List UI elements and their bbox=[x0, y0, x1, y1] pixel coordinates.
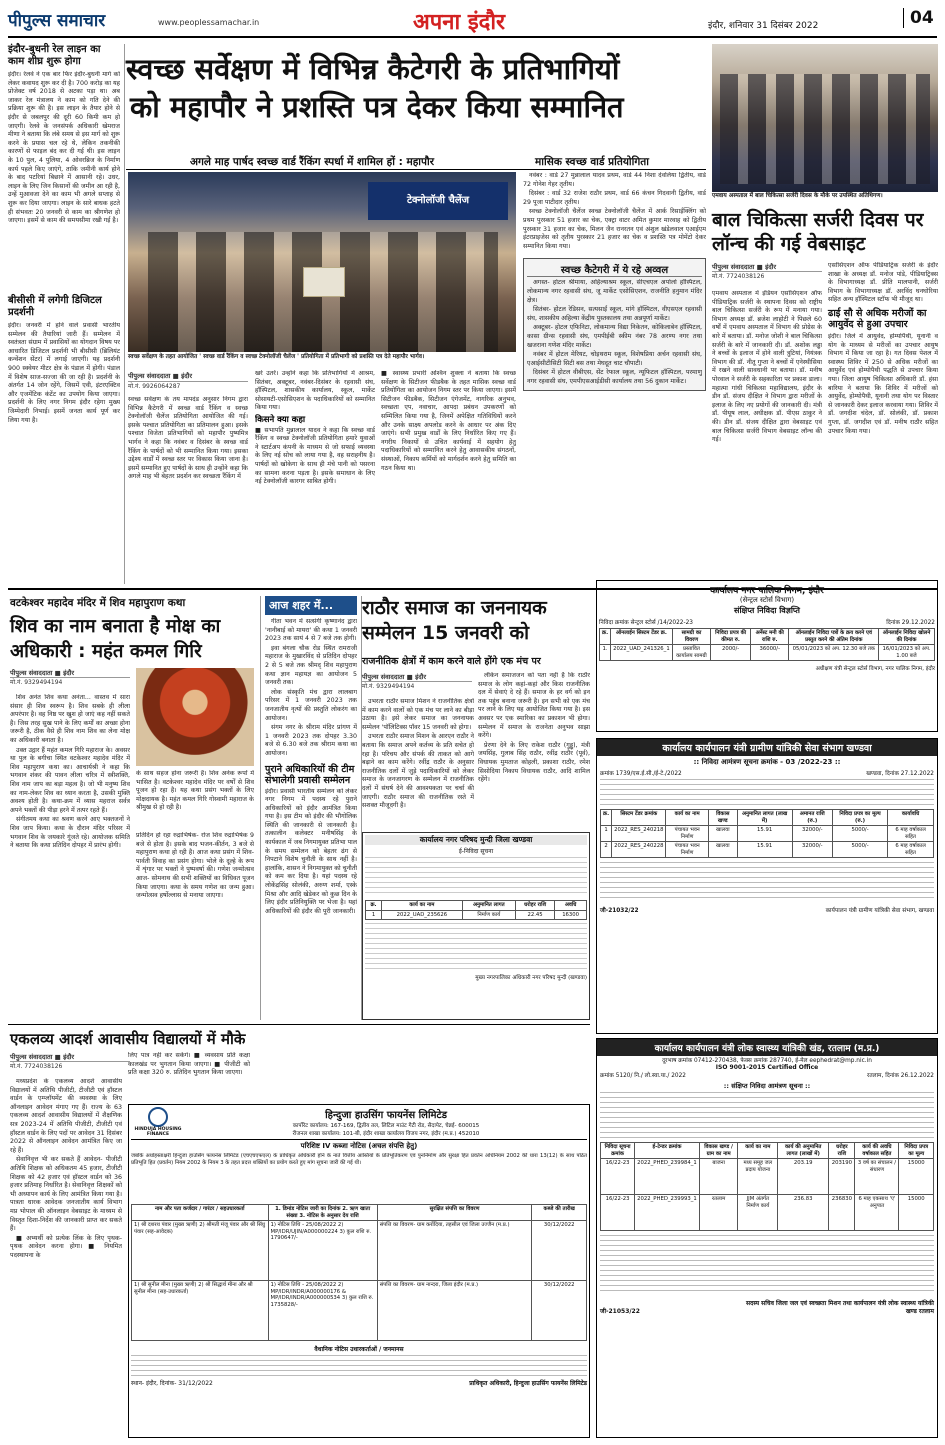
th: अनुमानित लागत bbox=[462, 901, 515, 911]
winners-list bbox=[523, 172, 706, 252]
right-photo bbox=[712, 44, 938, 192]
tech-challenge: स्वच्छ टेक्नोलॉजी चैलेंज स्वच्छ टेक्नोलॉजी चैलेंज में आर्क रिसाईक्लिंग को प्रथम पुरस्कार 51 हजार का चेक, एक्ट्रा वाटर अमित कुमार मारवाह को द्वितीय पुरस्कार 31 हजार का चेक, मिलन जैन रानरतन एवं अंशुल खंडेलवाल एआईएम इंटरप्राइजेस को तृतीय पुरस्कार 21 हजार का चेक व प्रशस्ति पत्र मोमेंटो देकर सम्मानित किया गया। bbox=[523, 208, 706, 250]
notice-mundi-table bbox=[365, 900, 587, 920]
masthead bbox=[8, 6, 937, 38]
th: क्र. bbox=[366, 901, 382, 911]
notice-mundi-sub: ई-निविदा सूचना bbox=[458, 848, 494, 855]
rathore-p2: उभरता राठौर समाज मिशन के आरएन राठौर ने बताया कि समाज अपने कर्तव्य के प्रति सचेत हो रहा है। परिचय और संपर्क की ताकत को आगे बढ़ाने का काम करेंगे। रवींद्र राठौर के अनुसार राजनीतिक दलों में जुड़े पदाधिकारियों को लेकर समाज के जनजागरण के सम्मेलन में राजनीतिक दलों में संघर्ष देने की आवश्यकता पर चर्चा की जाएगी। राठौर समाज की राजनीतिक रस्ते में सशक्त मौजूदगी है। bbox=[362, 733, 474, 810]
cell: 2022_PHED_239984_1 bbox=[635, 1159, 700, 1195]
bcc-body: इंदौर। जनवरी में होने वाले प्रवासी भारतीय सम्मेलन की तैयारियां जारी हैं। सम्मेलन में स्वतंत्रता संग्राम में प्रवासियों का योगदान विषय पर आधारित डिजिटल प्रदर्शनी भी बीसीसी (ब्रिलियंट कन्वेंशन सेंटर) में लगाई जाएगी। यह प्रदर्शनी 900 स्क्वेयर मीटर क्षेत्र के पंडाल में होगी। पंडाल में विशेष साज-सज्जा की जा रही है। प्रदर्शनी के अंतर्गत 14 जोन रहेंगे, जिसमें एवी, इंटरएक्टिव और एजमेंटिक कंटेंट का उपयोग किया जाएगा। प्रदर्शनी के लिए नगर निगम इंदौर रहेगा मुख्य जिम्मेदारी निभाई। इसमें जनता कार्य पूर्ण कर लिया गया है। bbox=[8, 322, 120, 424]
hinduja-place-date: स्थान- इंदौर, दिनांक- 31/12/2022 bbox=[131, 1380, 213, 1387]
th: ऑनलाईन निविदा खोलने की दिनांक bbox=[879, 629, 935, 645]
right-mobile: मो.नं. 7724038126 bbox=[712, 273, 765, 280]
rathore-p1: उभरता राठौर समाज मिशन ने राजनीतिक क्षेत्रों में काम करने वालों को एक मंच पर लाने का बीड़ा उठाया है। इसे लेकर समाज का जननायक सम्मेलन 'पॉलिटिक्स पॉवर 15 जनवरी को होगा। bbox=[362, 698, 474, 731]
lead-byline: पीपुल्स संवाददाता ■ इंदौर bbox=[128, 370, 248, 382]
notice-indore-sub2: संक्षिप्त निविदा विज्ञप्ति bbox=[734, 606, 800, 615]
cell: 30/12/2022 bbox=[532, 1281, 587, 1341]
winner-nov: नवंबर : वार्ड 27 मुन्नालाल यादव प्रथम, वार्ड 44 निशा देवलिया द्वितीय, वार्ड 72 गोनेश गेहर तृतीय। bbox=[523, 172, 706, 188]
page-number: 04 bbox=[903, 8, 934, 28]
hinduja-date: दिनांक- 31/12/2022 bbox=[159, 1380, 213, 1387]
notice-ratlam-code: जी-21053/22 bbox=[600, 1308, 640, 1315]
th: निविदा प्रपत्र का मूल्य bbox=[899, 1143, 934, 1159]
right-body-2: एसोसिएशन ऑफ पीडियाट्रिक सर्जरी के इंदौर शाखा के अध्यक्ष डॉ. मनोज पांडे, पीडियाट्रिक्स के विभागाध्यक्ष डॉ. प्रीति मालपानी, सर्जरी विभाग के विभागाध्यक्ष डॉ. अरविंद घनघोरिया सहित अन्य हॉस्पिटल स्टॉफ भी मौजूद था। bbox=[828, 262, 938, 304]
cell: 2000/- bbox=[711, 645, 751, 661]
notice-ratlam-ref: क्रमांक 5120/ नि./ लो.स्वा.या./ 2022 bbox=[600, 1073, 686, 1079]
lead-photo-caption: स्वच्छ सर्वेक्षण के तहत आयोजित ' स्वच्छ वार्ड रैंकिंग व स्वच्छ टेक्नोलॉजी चैलेंज ' प्रतियोगिता में प्रतिभागी को प्रशस्ति पत्र देते महापौर भार्गव। bbox=[128, 354, 425, 360]
notice-ratlam-foot: सदस्य सचिव जिला जल एवं स्वच्छता मिशन तथा कार्यपालन यंत्री लोक स्वास्थ्य यांत्रिकी खण्ड रतलाम bbox=[746, 1300, 934, 1315]
notice-ratlam-fine bbox=[600, 1092, 934, 1140]
ekalavya-headline: एकलव्य आदर्श आवासीय विद्यालयों में मौके bbox=[10, 1030, 246, 1048]
certificate bbox=[303, 267, 345, 297]
th: निविदा प्रपत्र की कीमत रु. bbox=[711, 629, 751, 645]
th: सामग्री का विवरण bbox=[672, 629, 710, 645]
lead-photo bbox=[128, 172, 516, 352]
lead-body-1: स्वच्छ सर्वेक्षण के तय मापदंड अनुसार निगम द्वारा विभिन्न कैटेगरी में स्वच्छ वार्ड रैंकिंग व स्वच्छ टेक्नोलॉजी चैलेंज प्रतियोगिता आयोजित की गई। इसके पश्चात प्रतियोगिता का प्रतिमालन हुआ। इसके पश्चात विजेता प्रतिभागियों को महापौर पुष्यमित्र भार्गव ने कहा कि नवंबर व दिसंबर के स्वच्छ वार्ड रैंकिंग के पार्षदों को भी सम्मानित किया गया। इसका उद्देश्य वार्डों में स्वच्छ स्तर पर विकास किया जाना है। इसमें सम्मानित हुए पार्षदों के साथ ही उन्होंने कहा कि अगले माह भी बेहतर प्रदर्शन कर स्वच्छता रैंकिंग में bbox=[128, 396, 248, 481]
cell: 15000 bbox=[899, 1195, 934, 1231]
notice-khandwa-ref: क्रमांक 1739/एस.ई.सी./ई-टे./2022 bbox=[600, 771, 682, 777]
th: कार्य का नाम bbox=[666, 810, 708, 826]
lead-subhead-right: मासिक स्वच्छ वार्ड प्रतियोगिता bbox=[535, 156, 649, 168]
th: 1. डिमांड नोटिस जारी का दिनांक 2. ऋण खाता संख्या 3. नोटिस के अनुसार देय राशि bbox=[268, 1205, 377, 1221]
cell: 6 माह एकसाथ 'ए' अनुपात bbox=[855, 1195, 899, 1231]
ekalavya-p1: मध्यप्रदेश के एकलव्य आदर्श आवासीय विद्यालयों में अतिथि पीजीटी, टीजीटी एवं हॉस्टल वार्डन के एम्प्लॉयमेंट की व्यवस्था के लिए ऑनलाइन आवेदन मंगाए गए हैं। राज्य के 63 एकलव्य आदर्श आवासीय विद्यालयों में शैक्षणिक सत्र 2023-24 में अतिथि पीजीटी, टीजीटी एवं हॉस्टल वार्डन के लिए पदों पर आवेदन 31 दिसंबर 2022 से ऑनलाइन आवेदन आमंत्रित किए जा रहे हैं। bbox=[10, 1078, 122, 1154]
hinduja-legal: वैधानिक नोटिस उधारकर्ताओं / जनमानस bbox=[314, 1346, 404, 1353]
shiv-body-3: प्रतिदिन हो रहा रुद्राभिषेक- रोज शिव रुद्राभिषेक 9 बजे से होता है। इसके बाद भजन-कीर्तन, 3 बजे से महापुराण कथा हो रही है। आज कथा प्रसंग में शिव-पार्वती विवाह का प्रसंग होगा। भोले के दूल्हे के रूप में शृंगार पर भक्तों ने पुष्पवर्षा की। गणेश जन्मोत्सव आज- सोमनाथ की सभी शक्तियों का विधिवत पूजन किया जाएगा। कथा के समय गणेश का जन्म हुआ। जन्मोत्सव हर्षोल्लास से मनाया जाएगा। bbox=[136, 832, 254, 900]
shiv-p1: शिव अनंत शिव कथा अनंता... वास्तव में सारा संसार ही शिव स्वरूप है। शिव सबके ही लीला अपरंपार है। वह निष्ठ पर खुश हो जाएं कह नहीं सकते है। जिस तरह सुख पाने के लिए कर्मों का अच्छा होना जरूरी है, ठीक वैसे ही शिव नाम शिव का लेना मोक्ष का अधिकारी बनाता है। bbox=[10, 694, 130, 744]
cell: 16300 bbox=[555, 910, 587, 920]
lead-body-3: ■ स्वास्थ्य प्रभारी अश्विन शुक्ला ने बताया कि स्वच्छ सर्वेक्षण के सिटीजन फीडबैक के तहत मासिक स्वच्छ वार्ड प्रतियोगिता का आयोजन निगम स्तर पर किया जाएगा। इसमें सिटीजन फीडबैक, सिटीजन एंगेजमेंट, नागरिक अनुभव, स्वच्छता एप, नवाचार, आपदा प्रबंधन उपकरणों को सम्मिलित किया गया है, जिनमें अपेक्षित गतिविधियों करने और उनके साक्ष्य अपलोड करने के आधार पर अंक दिए जाएंगे। सभी प्रमुख वार्डों के लिए निर्धारित किए गए हैं। नगरीय निकायों से उचित कार्यवाई में सहयोग हेतु पदाधिकारियों को सम्मानित करने हेतु आवासकीय संगठनों, संस्थाओं, निकाय कर्मियों को मार्गदर्शन करने हेतु समिति का गठन किया था। bbox=[381, 370, 516, 472]
ekalavya-p3: ■ अभ्यर्थी को प्रत्येक लिंक के लिए पृथक-पृथक आवेदन करना होगा। ■ नियमित पदस्थापना के bbox=[10, 1234, 122, 1259]
cell: निर्माण कार्य bbox=[462, 910, 515, 920]
cell: 1) श्री सुनील मीना (मुख्य ऋणी) 2) श्री सिद्धार्थ मीना और श्री सुनील मीना (सह-उधारकर्ता) bbox=[132, 1281, 269, 1341]
notice-ratlam-table bbox=[600, 1142, 934, 1231]
hinduja-addr1: कार्पोरेट कार्यालय: 167-169, द्वितीय तल, लिटिल माउंट गैटी रोड, सैदापेट, चेन्नई- 600015 bbox=[292, 1123, 480, 1129]
category-item: दिसंबर में होटल वीबीएस, सेंट रेफाल स्कूल, न्यूफिटल हॉस्पिटल, परमाणु नगर रहवासी संघ, एमपीएसआईडीसी कार्यालय तथा 56 दुकान मार्केट। bbox=[527, 369, 702, 385]
notice-ratlam bbox=[596, 1038, 938, 1438]
cell: 1) नोटिस तिथि - 25/08/2022 2) MP/IDR/UJIN/A000000224 3) कुल राशि रु. 1790647/- bbox=[268, 1221, 377, 1281]
cell: 203190 bbox=[829, 1159, 855, 1195]
cell: मध्य समूह जल प्रदाय योजना bbox=[738, 1159, 778, 1195]
aaj-column bbox=[260, 596, 362, 1020]
cell: प्रस्तावित कार्यालय सामग्री bbox=[672, 645, 710, 661]
th: कार्य का नाम bbox=[382, 901, 463, 911]
ekalavya-body-1 bbox=[10, 1078, 122, 1438]
shiv-body-1 bbox=[10, 694, 130, 1019]
right-byline: पीपुल्स संवाददाता ■ इंदौर bbox=[712, 262, 822, 272]
cell: 16/01/2023 को अप. 1.00 बजे bbox=[879, 645, 935, 661]
cell: 30/12/2022 bbox=[532, 1221, 587, 1281]
notice-khandwa-fine bbox=[600, 779, 934, 807]
notice-ratlam-fine-2 bbox=[600, 1235, 934, 1295]
notice-indore-ref: निविदा क्रमांक सेन्ट्रल स्टोर्स /14/2022-23 bbox=[599, 620, 693, 626]
category-item: सितंबर- होटल रेडिसन, सत्यसाईं स्कूल, मांगे हॉस्पिटल, वीएसएल रहवासी संघ, शासकीय अहिल्या केंद्रीय पुस्तकालय तथा अन्नपूर्णा मार्केट। bbox=[527, 306, 702, 322]
cell: 05/01/2023 को अप. 12.30 बजे तक bbox=[789, 645, 879, 661]
th: निविदा प्रपत्र का मूल्य (रु.) bbox=[832, 810, 887, 826]
th: अवधि bbox=[555, 901, 587, 911]
hinduja-brand: HINDUJA HOUSING FINANCE bbox=[134, 1127, 182, 1137]
th: अनुमानित लागत (लाख में) bbox=[737, 810, 792, 826]
cell: 15.91 bbox=[737, 842, 792, 858]
cell: 22.45 bbox=[515, 910, 554, 920]
lead-body-2b-text: ■ सभापति मुन्नालाल यादव ने कहा कि स्वच्छ वार्ड रैंकिंग व स्वच्छ टेक्नोलॉजी प्रतियोगिता हमारे युवाओं ने स्टार्टअप कंपनी के माध्यम से जो सफाई व्यवस्था के लिए नई सोच को लाया गया है, वह सराहनीय है। पार्षदों को खोकेगा के साथ ही मंचे पानी को पसरना का सामना करना पड़ता है। इसके समाधान के लिए नई टेक्नोलॉजी कारगर साबित होगी। bbox=[255, 426, 375, 486]
th: धरोहर राशि bbox=[829, 1143, 855, 1159]
shiv-mobile: मो.नं. 9329494194 bbox=[10, 679, 63, 686]
aaj-item: गीता भवन में सत्संगी कृष्णानंद द्वारा 'नानीबाई को मायरा' की कथा 1 जनवरी 2023 तक सायं 4 से 7 बजे तक होगी। bbox=[265, 618, 357, 643]
cell: 16/22-23 bbox=[601, 1195, 635, 1231]
notice-indore-foot: अधीक्षण यंत्री सेन्ट्रल स्टोर्स विभाग, नगर पालिक निगम, इंदौर bbox=[815, 666, 935, 672]
notice-khandwa-title: कार्यालय कार्यपालन यंत्री ग्रामीण यांत्रिकी सेवा संभाग खण्डवा bbox=[597, 739, 937, 756]
shiv-p2: उक्त उद्गार हैं महंत कमल गिरि महाराज के। अवसर था पुल के बगीचा स्थित वटकेश्वर महादेव मंदिर में शिव महापुराण कथा का। आचार्यश्री ने कहा कि भगवान शंकर की पावन लीला चरित्र में स्त्रीशक्ति, शिव नाम जाप का बड़ा महत्व है। जो भी मनुष्य शिव का नाम-लेकर शिव का ध्यान करता है, उसकी मुक्ति अवश्य होती है। कथा-क्रम में व्यास महराज सर्वत्र अपने भक्तों की पीड़ा हरने में तत्पर रहते हैं। bbox=[10, 746, 130, 814]
cell: 15.91 bbox=[737, 826, 792, 842]
th: विकास खण्ड bbox=[708, 810, 737, 826]
category-list bbox=[527, 279, 702, 387]
notice-khandwa-refline bbox=[597, 769, 937, 777]
guests-silhouette bbox=[720, 74, 930, 184]
cell: 5000/- bbox=[832, 826, 887, 842]
cell: खालवा bbox=[708, 826, 737, 842]
right-col-2 bbox=[828, 262, 938, 582]
notice-hinduja bbox=[128, 1104, 590, 1438]
th: सुरक्षित संपत्ति का विवरण bbox=[377, 1205, 532, 1221]
category-item: अगस्त- होटल श्रीमाया, अहिल्याश्रम स्कूल, सीएचएल अपोलो हॉस्पिटल, लोकमान्य नगर रहवासी संघ, जू मार्केट एसोसिएशन, राजनीति हनुमान मंदिर क्षेत्र। bbox=[527, 279, 702, 304]
bcc-headline: बीसीसी में लगेगी डिजिटल प्रदर्शनी bbox=[8, 295, 102, 318]
right-byline-block bbox=[712, 262, 822, 280]
cell: खालवा bbox=[708, 842, 737, 858]
mahant-photo bbox=[136, 668, 254, 766]
notice-khandwa-foot: कार्यपालन यंत्री ग्रामीण यांत्रिकी सेवा संभाग, खण्डवा bbox=[825, 908, 934, 914]
notice-ratlam-contact: दूरभाष क्रमांक 07412-270438, फेक्स क्रमांक 287740, ई-मेल eephedrat@mp.nic.in bbox=[662, 1058, 872, 1064]
cell: 2022_RES_240218 bbox=[612, 826, 666, 842]
cell: 1 bbox=[601, 826, 612, 842]
cell: 1) श्री दशरथ पंवार (मुख्य ऋणी) 2) श्रीमती मंजू पंवार और श्री सिंधु पंवार (सह-आवेदक) bbox=[132, 1221, 269, 1281]
th: धरोहर राशि bbox=[515, 901, 554, 911]
ekalavya-mobile: मो.नं. 7724038126 bbox=[10, 1063, 63, 1070]
notice-mundi-fine bbox=[365, 923, 587, 973]
th: ऑनलाईन निविदा पत्रों के क्रय करने एवं प्रस्तुत करने की अंतिम दिनांक bbox=[789, 629, 879, 645]
right-body-1: एमवाय अस्पताल में इंडियन एसोसिएशन ऑफ पीडियाट्रिक सर्जरी के स्थापना दिवस को राष्ट्रीय बाल चिकित्सा सर्जरी के रूप में मनाया गया। विभाग अध्यक्ष डॉ. ब्रजेश लाहोटी ने पिछले 60 वर्षों में एमवाय अस्पताल में विभाग की प्रोग्रेस के बारे में बताया। डॉ. मनोज जोशी ने बाल चिकित्सा सर्जरी के बारे में जानकारी दी। डॉ. अशोक लड्ढा ने बच्चों के इलाज में होने वाली त्रुटियां, नियंत्रक विभाग की डॉ. नीतू गुप्ता ने बच्चों में एनेस्थीसिया में रखने वाली सावधानी पर बताया। डॉ. मनीष पोरवाल ने सर्जरी के सहकारिता पर प्रकाश डाला। महात्मा गांधी चिकित्सा महाविद्यालय, इंदौर के डीन डॉ. संजय दीक्षित ने विभाग द्वारा मरीजों के इलाज के लिए नए प्रयोगों की जानकारी दी। मंत्री डॉ. पीयूष लाल, अधीक्षक डॉ. पीएस ठाकुर ने की। डीन डॉ. संजय दीक्षित द्वारा वेबसाइट एवं बाल चिकित्सा सर्जरी विभाग वेबसाइट लॉन्च की गई। bbox=[712, 290, 822, 444]
aaj-item: इवा बंगला चौक रोड स्थित रामराजी महाराज के मुखारविंद से प्रतिदिन दोपहर 2 से 5 बजे तक श्रीमद् शिव महापुराण कथा ज्ञान महायज्ञ का आयोजन 5 जनवरी तक। bbox=[265, 644, 357, 687]
cell: 1. bbox=[600, 645, 611, 661]
hinduja-fine bbox=[131, 1355, 587, 1377]
notice-khandwa-table bbox=[600, 809, 934, 858]
hinduja-signatory: प्राधिकृत अधिकारी, हिन्दुजा हाउसिंग फायनेंस लिमिटेड bbox=[469, 1380, 587, 1387]
cell: 2022_RES_240228 bbox=[612, 842, 666, 858]
section-title: अपना इंदौर bbox=[413, 10, 506, 35]
shiv-kicker: वटकेश्वर महादेव मंदिर में शिव महापुराण कथा bbox=[10, 597, 186, 609]
cell: 5000/- bbox=[832, 842, 887, 858]
category-item: नवंबर में होटल मेरियट, चोइथराम स्कूल, विशेषप्रिया अर्चन रहवासी संघ, एआईसीटीसिटी सिटी बस तथा मेघदूत चाट चौपाटी। bbox=[527, 351, 702, 367]
winner-dec: दिसंबर : वार्ड 32 राजेश राठौर प्रथम, वार्ड 66 कंचन गिदवानी द्वितीय, वार्ड 29 पूजा पाटीदार तृतीय। bbox=[523, 190, 706, 206]
cell: 1 bbox=[366, 910, 382, 920]
aaj-list bbox=[265, 618, 357, 760]
cell: 2022_UAD_235626 bbox=[382, 910, 463, 920]
cell: पंचायत भवन निर्माण bbox=[666, 826, 708, 842]
th: विकास खण्ड /ग्राम का नाम bbox=[699, 1143, 738, 1159]
notice-indore-date: दिनांक 29.12.2022 bbox=[886, 620, 935, 626]
right-headline: बाल चिकित्सा सर्जरी दिवस पर लॉन्च की गई वेबसाइट bbox=[712, 209, 924, 255]
shiv-byline-block bbox=[10, 668, 130, 686]
rathore-byline: पीपुल्स संवाददाता ■ इंदौर bbox=[362, 672, 472, 682]
th: क्र. bbox=[601, 810, 612, 826]
cell: 1) नोटिस तिथि - 25/08/2022 2) MP/IDR/INDR/A000000176 & MP/IDR/INDR/A000000534 3) कुल राशि रु. 1735828/- bbox=[268, 1281, 377, 1341]
th: नाम और पता कर्जदार / गारंटर / सहउधारकर्ता bbox=[132, 1205, 269, 1221]
cell: रतलाम bbox=[699, 1195, 738, 1231]
cell: 3 वर्ष का संचालन /संधारण bbox=[855, 1159, 899, 1195]
ekalavya-body-2: लिए पात्र नहीं कर सकेंगे। ■ व्यवसाय प्रति कक्षा कालखंड पर भुगतान किया जाएगा। ■ पीजीटी को प्रति कक्षा 320 रु. प्रतिदिन भुगतान किया जाएगा। bbox=[128, 1052, 250, 1077]
cell: संपत्ति का विवरण- ग्राम नान्दरा, जिला इंदौर (म.प्र.) bbox=[377, 1281, 532, 1341]
hinduja-addr2: रीजनल शाखा कार्यालय: 101-बी, इंदौर शाखा कार्यालय विजय नगर, इंदौर (म.प्र.) 452010 bbox=[292, 1131, 480, 1137]
ekalavya-byline: पीपुल्स संवाददाता ■ इंदौर bbox=[10, 1052, 130, 1062]
cell: 15000 bbox=[899, 1159, 934, 1195]
left-column bbox=[8, 44, 125, 584]
shiv-byline: पीपुल्स संवाददाता ■ इंदौर bbox=[10, 668, 130, 678]
th: कब्जे की तारीख bbox=[532, 1205, 587, 1221]
cell: 2022_UAD_241326_1 bbox=[611, 645, 673, 661]
notice-khandwa-fine-2 bbox=[600, 862, 934, 902]
lead-subhead-left: अगले माह पार्षद स्वच्छ वार्ड रैंकिंग स्पर्धा में शामिल हों : महापौर bbox=[190, 156, 435, 168]
cell: 236830 bbox=[829, 1195, 855, 1231]
cell: 6 माह वर्षाकाल सहित bbox=[888, 826, 934, 842]
th: निविदा सूचना क्रमांक bbox=[601, 1143, 635, 1159]
cell: बाजना bbox=[699, 1159, 738, 1195]
th: ऑनलाईन सिस्टम टेंडर क्र. bbox=[611, 629, 673, 645]
whom-subhead: किसने क्या कहा bbox=[255, 414, 306, 425]
rathore-subhead: राजनीतिक क्षेत्रों में काम करने वाले होंगे एक मंच पर bbox=[362, 656, 541, 667]
notice-indore bbox=[596, 580, 938, 732]
hinduja-footer bbox=[131, 1379, 587, 1387]
cell: 2022_PHED_239993_1 bbox=[635, 1195, 700, 1231]
aaj-item: संगम नगर के श्रीराम मंदिर प्रांगण में 1 जनवरी 2023 तक दोपहर 3.30 बजे से 6.30 बजे तक श्रीराम कथा का आयोजन। bbox=[265, 724, 357, 757]
notice-ratlam-footer bbox=[597, 1299, 937, 1315]
lead-body-2 bbox=[255, 370, 375, 582]
category-box-title: स्वच्छ कैटेगरी में ये रहे अव्वल bbox=[527, 262, 702, 277]
hinduja-appendix: परिशिष्ट IV कब्जा नोटिस (अचल संपत्ति हेतु) bbox=[300, 1142, 418, 1150]
th: अमानत राशि (रु.) bbox=[792, 810, 832, 826]
cell: 203.19 bbox=[778, 1159, 829, 1195]
category-item: अक्टूबर- होटल एफिनिटा, लोकमान्य विद्या निकेतन, कोकिलाबेन हॉस्पिटल, कासा ग्रीन्स रहवासी संघ, एमपीईबी स्कीम नंबर 78 अरण्य नगर तथा खजराना गणेश मंदिर मार्केट। bbox=[527, 324, 702, 349]
notice-ratlam-refline bbox=[597, 1071, 937, 1079]
notice-mundi-title: कार्यालय नगर परिषद मुन्दी जिला खण्डवा bbox=[365, 835, 587, 845]
rathore-p3: लेकिन समाजजन को पता नहीं है कि राठौर समाज के लोग कहां-कहां और किस राजनीतिक दल में सेवाएं दे रहे हैं। समाज के हर वर्ग को इन तक पहुंच बनाना जरूरी है। इन सभी को एक मंच पर लाने के लिए यह आयोजित किया गया है। इस अवसर पर एक स्मारिका का प्रकाशन भी होगा। सम्मेलन में समाज के राजनेता अनुभव साझा करेंगे। bbox=[478, 672, 590, 740]
aaj-item: लोक संस्कृति मंच द्वारा लालबाग परिसर में 1 जनवरी 2023 तक जनजातीय नृत्यों की प्रस्तुति लोकरंग का आयोजन। bbox=[265, 688, 357, 722]
cell: 6 माह वर्षाकाल सहित bbox=[888, 842, 934, 858]
shiv-headline: शिव का नाम बनाता है मोक्ष का अधिकारी : महंत कमल गिरि bbox=[10, 616, 221, 662]
divider-2 bbox=[8, 1024, 590, 1025]
lead-mobile: मो.नं. 9926064287 bbox=[128, 383, 181, 390]
right-photo-caption: एमवाय अस्पताल में बाल चिकित्सा सर्जरी दिवस के मौके पर उपस्थित अतिथिगण। bbox=[712, 193, 883, 199]
hinduja-logo-icon bbox=[148, 1107, 168, 1127]
hinduja-logo bbox=[131, 1107, 185, 1137]
th: कार्य की अनुमानित लागत (लाखों में) bbox=[778, 1143, 829, 1159]
notice-mundi bbox=[362, 832, 590, 1020]
notice-khandwa-sub: :: निविदा आमंत्रण सूचना क्रमांक - 03 /2022-23 :: bbox=[693, 758, 841, 766]
cell: पंचायत भवन निर्माण bbox=[666, 842, 708, 858]
th: ई-टेन्डर क्रमांक bbox=[635, 1143, 700, 1159]
dateline: इंदौर, शनिवार 31 दिसंबर 2022 bbox=[708, 21, 819, 31]
subhead-rule bbox=[126, 169, 706, 170]
th: अर्नेस्ट मनी की राशि रु. bbox=[750, 629, 789, 645]
rathore-byline-block bbox=[362, 672, 472, 690]
lead-headline bbox=[126, 50, 706, 126]
th: सिस्टम टेंडर क्रमांक bbox=[612, 810, 666, 826]
notice-khandwa bbox=[596, 738, 938, 1034]
cell: 32000/- bbox=[792, 826, 832, 842]
ayurved-body: इंदौर। जिले में आयुर्वेद, होम्योपैथी, यूनानी व योग के माध्यम से मरीजों का उपचार आयुष विभाग में किया जा रहा है। गत दिवस पेशल में स्वास्थ्य शिविर में 250 से अधिक मरीजों का आयुर्वेद एवं होम्योपैथी पद्धति से उपचार किया गया। जिला आयुष चिकित्सा अधिकारी डॉ. हंसा बारिया ने बताया कि शिविर में मरीजों को आयुर्वेद, होम्योपैथी, यूनानी तथा योग पर विस्तार से जानकारी देकर इलाज करवाया गया। शिविर में डॉ. जगदीश चंदेल, डॉ. सोलंकी, डॉ. प्रकाश गुप्ता, डॉ. जगदीश एवं डॉ. मनीष राठौर सहित उपचार किया गया। bbox=[828, 332, 938, 435]
lead-headline-l1: स्वच्छ सर्वेक्षण में विभिन्न कैटेगरी के प्रतिभागियों bbox=[126, 52, 620, 86]
rathore-body-2 bbox=[478, 672, 590, 826]
th: कार्यावधि bbox=[888, 810, 934, 826]
brand-logo: पीपुल्स समाचार bbox=[8, 11, 106, 31]
hinduja-intro: जबकि अधोहस्ताक्षरी हिन्दुजा हाउसिंग फायनेंस लिमिटेड (एचएचएफएल) के प्राधिकृत अधिकारी होने के नाते वित्तीय आस्तियों के प्रतिभूतिकरण एवं पुनर्निर्माण और सुरक्षा हित प्रवर्तन अधिनियम 2002 की धारा 13(12) के साथ पठित प्रतिभूति हित (प्रवर्तन) नियम 2002 के नियम 3 के तहत प्रदत्त शक्तियों का प्रयोग करते हुए मांग सूचना जारी की गई थी। bbox=[131, 1153, 587, 1166]
aaj-label: आज शहर में... bbox=[265, 596, 357, 615]
th: कार्य का नाम bbox=[738, 1143, 778, 1159]
category-box bbox=[523, 258, 706, 391]
th: कार्य की अवधि वर्षाकाल सहित bbox=[855, 1143, 899, 1159]
hinduja-title-block bbox=[185, 1107, 587, 1137]
rathore-headline: राठौर समाज का जननायक सम्मेलन 15 जनवरी को bbox=[362, 597, 547, 644]
notice-khandwa-code: जी-21032/22 bbox=[600, 908, 639, 914]
ayurved-headline: ढाई सौ से अधिक मरीजों का आयुर्वेद से हुआ उपचार bbox=[828, 307, 927, 330]
rail-headline: इंदौर-बुधनी रेल लाइन का काम शीघ्र शुरू होगा bbox=[8, 44, 101, 67]
ekalavya-byline-block bbox=[10, 1052, 130, 1070]
hinduja-table bbox=[131, 1204, 587, 1341]
shiv-p3: संगीतमय कथा का श्रवण करने आए भक्तजनों ने शिव जाप किया। कथा के दौरान मंदिर परिसर में भगवान शिव के जयकारे गूंजते रहे। आयोजक समिति ने बताया कि कथा प्रतिदिन दोपहर में प्रारंभ होगी। bbox=[10, 816, 130, 850]
cell: 236.83 bbox=[778, 1195, 829, 1231]
notice-mundi-text bbox=[365, 857, 587, 897]
notice-ratlam-date: रतलाम, दिनांक 26.12.2022 bbox=[866, 1073, 934, 1079]
rathore-body-1 bbox=[362, 698, 474, 826]
notice-indore-title: कार्यालय नगर पालिक निगम, इंदौर bbox=[710, 586, 824, 596]
hinduja-place: स्थान- इंदौर bbox=[131, 1380, 157, 1387]
notice-mundi-foot: मुख्य नगरपालिका अधिकारी नगर परिषद मुन्दी (खण्डवा) bbox=[475, 975, 587, 981]
cell: संपत्ति का विवरण- ग्राम करोंदिया, तहसील एवं जिला उज्जैन (म.प्र.) bbox=[377, 1221, 532, 1281]
ekalavya-p2: सेवानिवृत्त भी कर सकते हैं आवेदन- पीजीटी अतिथि शिक्षक को अधिकतम 45 हजार, टीजीटी शिक्षक को 42 हजार एवं हॉस्टल वार्डन को 36 हजार प्रतिमाह निर्धारित है। सेवानिवृत्त शिक्षकों को भी अध्यापन कार्य के लिए आमंत्रित किया गया है। पात्रता धारक आवेदक जनजातीय कार्य विभाग मप्र भोपाल की ऑनलाइन वेबसाइट के माध्यम से विस्तृत दिशा-निर्देश की जानकारी प्राप्त कर सकते हैं। bbox=[10, 1156, 122, 1233]
pravasi-body: इंदौर। प्रवासी भारतीय सम्मेलन को लेकर नगर निगम में पदस्थ रहे पुराने अधिकारियों को इंदौर आमंत्रित किया गया है। इस टीम को इंदौर की भौगोलिक स्थिति की जानकारी से जानकारी है। तत्कालीन कलेक्टर मनीषसिंह के कार्यकाल में जब निगमायुक्त प्रतिभा पाल के समय सम्मेलन को बेहतर ढंग से निपटाने विशेष चुनौती के साथ नहीं है। हालांकि, शासन ने निगमायुक्त को चुनौती को कम कर दिया है। यहां पदस्थ रहे लोकेंद्रसिंह सोलंकी, अरुण शर्मा, एस्के मिश्रा और आदि खेडेकर को कुछ दिन के लिए इंदौर प्रतिनियुक्ति पर भेजा है। यहां अधिकारियों की इंदौर की पूरी जानकारी। bbox=[265, 787, 357, 915]
lead-byline-block bbox=[128, 370, 248, 390]
website[interactable]: www.peoplessamachar.in bbox=[158, 18, 260, 27]
notice-khandwa-date: खण्डवा, दिनांक 27.12.2022 bbox=[866, 771, 934, 777]
notice-ratlam-title: कार्यालय कार्यपालन यंत्री लोक स्वास्थ्य यांत्रिकी खंड, रतलाम (म.प्र.) bbox=[597, 1039, 937, 1056]
cell: 2 bbox=[601, 842, 612, 858]
pravasi-headline: पुराने अधिकारियों की टीम संभालेगी प्रवासी सम्मेलन bbox=[265, 763, 355, 786]
rathore-p4: प्रेरणा देने के लिए राकेश राठौर (गुड्डू), मंत्री जयसिंह, गुलाब सिंह राठौर, रवींद्र राठौर (पूर्व), विधायक मुमताज कोहली, प्रकाशा राठौर, रमेश सिसोदिया निकाय विधायक राठौर, आदि शामिल रहेंगे। bbox=[478, 741, 590, 784]
cell: 32000/- bbox=[792, 842, 832, 858]
shiv-body-2: के साथ सहज होना जरूरी है। शिव अनेक रूपों में भासित है। वटकेश्वर महादेव मंदिर पर वर्षों से शिव पूजन हो रहा है। यह कथा प्रसंग भक्तों के लिए मोक्षदायक है। महंत कमल गिरि गोस्वामी महाराज के श्रीमुख से हो रही है। bbox=[136, 770, 254, 812]
notice-indore-refline bbox=[599, 618, 935, 626]
winners-column bbox=[523, 172, 706, 582]
cell: 16/22-23 bbox=[601, 1159, 635, 1195]
hinduja-header bbox=[131, 1107, 587, 1140]
notice-indore-sub1: (सेन्ट्रल स्टोर्स विभाग) bbox=[739, 596, 795, 604]
notice-ratlam-iso: ISO 9001-2015 Certified Office bbox=[715, 1064, 819, 1071]
lead-body-2-text: खरे उतरें। उन्होंने कहा कि प्रतिभागियों में आश्रम, सितंबर, अक्टूबर, नवंबर-दिसंबर के रहवासी संघ, हॉस्पिटल, शासकीय कार्यालय, स्कूल, मार्केट सोसायटी-एसोसिएशन के पदाधिकारियों को सम्मानित किया गया। bbox=[255, 370, 375, 412]
rathore-mobile: मो.नं. 9329494194 bbox=[362, 683, 415, 690]
notice-khandwa-footline bbox=[597, 906, 937, 914]
notice-ratlam-sub: :: संक्षिप्त निविदा आमंत्रण सूचना :: bbox=[723, 1082, 811, 1090]
hinduja-title: हिन्दुजा हाउसिंग फायनेंस लिमिटेड bbox=[325, 1110, 447, 1121]
rail-body: इंदौर। रेलवे ने एक बार फिर इंदौर-बुधनी मार्ग को लेकर कवायद शुरू कर दी है। 700 करोड़ का यह प्रोजेक्ट वर्ष 2018 से अटका पड़ा था। अब जाकर रेल मंत्रालय ने काम को गति देने की प्रक्रिया शुरू की है। इस लाइन के तैयार होने से इंदौर से जबलपुर की दूरी 60 किमी कम हो जाएगी। रेलवे के जनसंपर्क अधिकारी खेमराज मीणा ने बताया कि लंबे समय से इस मार्ग को शुरू करने के प्रयास चल रहे थे, लेकिन तकनीकी कारणों से फाइल बंद कर दी गई थी। इस लाइन के 10 पुल, 4 पुलिया, 4 ओवरब्रिज के निर्माण कार्य पहले किए जाएंगे, ताकि जमीनी कार्य होने के बाद पटरियां बिछाने में आसानी रहे। उधर, लाइन के लिए जिन किसानों की जमीन आ रही है, उन्हें मुआवजा देने का काम भी अगले सप्ताह से शुरू कर दिया जाएगा। लाइन के सारे बाधक हटते ही संभवतः 20 जनवरी से काम का श्रीगणेश हो जाएगा। इसमें से काम की समयसीमा रखी गई है। bbox=[8, 71, 120, 225]
event-banner: टेक्नोलॉजी चैलेंज bbox=[368, 182, 508, 220]
lead-headline-l2: को महापौर ने प्रशस्ति पत्र देकर किया सम्मानित bbox=[130, 90, 624, 124]
th: क्र. bbox=[600, 629, 611, 645]
cell: JJM अंतर्गत निर्माण कार्य bbox=[738, 1195, 778, 1231]
notice-indore-table bbox=[599, 628, 935, 661]
cell: 36000/- bbox=[750, 645, 789, 661]
